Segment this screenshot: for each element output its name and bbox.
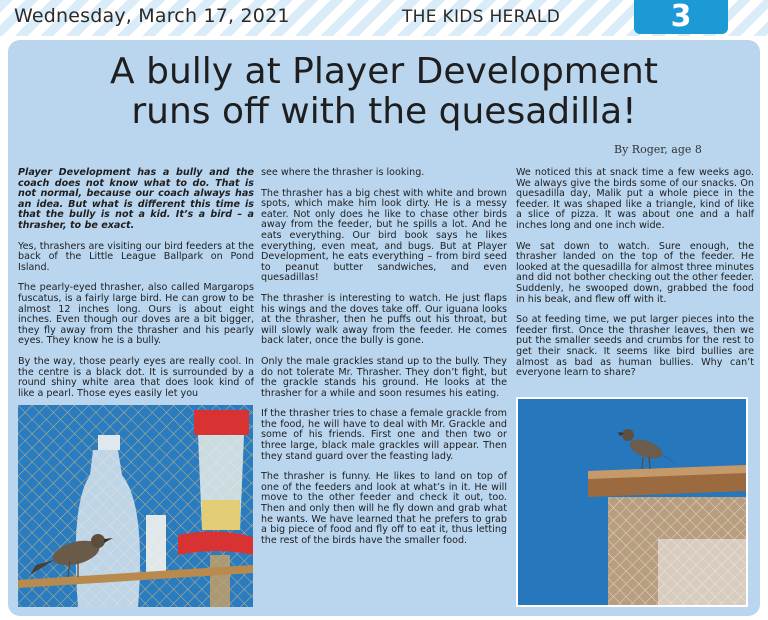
issue-date: Wednesday, March 17, 2021 <box>14 5 290 27</box>
paragraph: If the thrasher tries to chase a female grackle from the food, he will have to deal with Mr. Grackle and some of his friends. First one and then two or three large, black male grackles will appear. Then they stand guard over the feasting lady. <box>261 408 507 462</box>
paragraph: We sat down to watch. Sure enough, the thrasher landed on the top of the feeder. He looked at the quesadilla for almost three minutes and did not bother checking out the other feeder. Suddenly, he swooped down, grabbed the food in his beak, and flew off with it. <box>516 240 754 305</box>
headline-line-1: A bully at Player Development <box>110 51 658 92</box>
lead-paragraph: Player Development has a bully and the coach does not know what to do. That is not normal, because our coach always has an idea. But what is different this time is that the bully is not a kid. It’s a bird – a thrasher, to be exact. <box>18 167 254 231</box>
paragraph: see where the thrasher is looking. <box>261 167 425 178</box>
paragraph: The thrasher is interesting to watch. He just flaps his wings and the doves take off. Our iguana looks at the thrasher, then he puffs out his throat, but will slowly walk away from the feeder. He comes back later, once the bully is gone. <box>261 292 507 347</box>
photo-thrasher-feeders <box>18 405 253 607</box>
paragraph: We noticed this at snack time a few weeks ago. We always give the birds some of our snacks. On quesadilla day, Malik put a whole piece in the feeder. It was shaped like a triangle, kind of like a slice of pizza. It was about one and a half inches long and one inch wide. <box>516 167 754 231</box>
column-1 <box>18 168 254 409</box>
column-2 <box>261 168 507 556</box>
paragraph: The thrasher is funny. He likes to land on top of one of the feeders and look at what’s in it. He will move to the other feeder and check it out, too. Then and only then will he fly down and grab what he wants. We have learned that he prefers to grab a big piece of food and fly off to eat it, thus letting the rest of the birds have the smaller food. <box>261 471 507 546</box>
paragraph: The thrasher has a big chest with white and brown spots, which make him look dirty. He is a messy eater. Not only does he like to chase other birds away from the feeder, but he spills a lot. And he eats everything. Our bird book says he likes everything, even meat, and bugs. But at Player Development, he eats everything – from bird seed to peanut butter sandwiches, and even quesadillas! <box>261 187 507 284</box>
paragraph: So at feeding time, we put larger pieces into the feeder first. Once the thrasher leaves, then we put the smaller seeds and crumbs for the rest to get their snack. It seems like bird bullies are almost as bad as human bullies. Why can’t everyone learn to share? <box>516 314 754 379</box>
newspaper-name: THE KIDS HERALD <box>402 7 561 27</box>
photo-thrasher-on-feeder-image <box>518 399 746 605</box>
paragraph: By the way, those pearly eyes are really cool. In the centre is a black dot. It is surrounded by a round shiny white area that does look kind of like a pearl. Those eyes easily let you <box>18 355 254 399</box>
page-number-badge: 3 <box>634 0 728 34</box>
byline: By Roger, age 8 <box>614 143 702 156</box>
headline-line-2: runs off with the quesadilla! <box>131 91 637 132</box>
column-3 <box>516 168 754 389</box>
headline <box>8 52 760 132</box>
paragraph: The pearly-eyed thrasher, also called Margarops fuscatus, is a fairly large bird. He can grow to be almost 12 inches long. Ours is about eight inches. Even though our doves are a bit bigger, they fly away from the thrasher and his pearly eyes. They know he is a bully. <box>18 282 254 347</box>
photo-thrasher-feeders-image <box>18 405 253 607</box>
photo-thrasher-on-feeder <box>516 397 748 607</box>
paragraph: Yes, thrashers are visiting our bird feeders at the back of the Little League Ballpark on Pond Island. <box>18 240 254 273</box>
paragraph: Only the male grackles stand up to the bully. They do not tolerate Mr. Thrasher. They don’t fight, but the grackle stands his ground. He looks at the thrasher for a while and soon resumes his eating. <box>261 355 507 399</box>
